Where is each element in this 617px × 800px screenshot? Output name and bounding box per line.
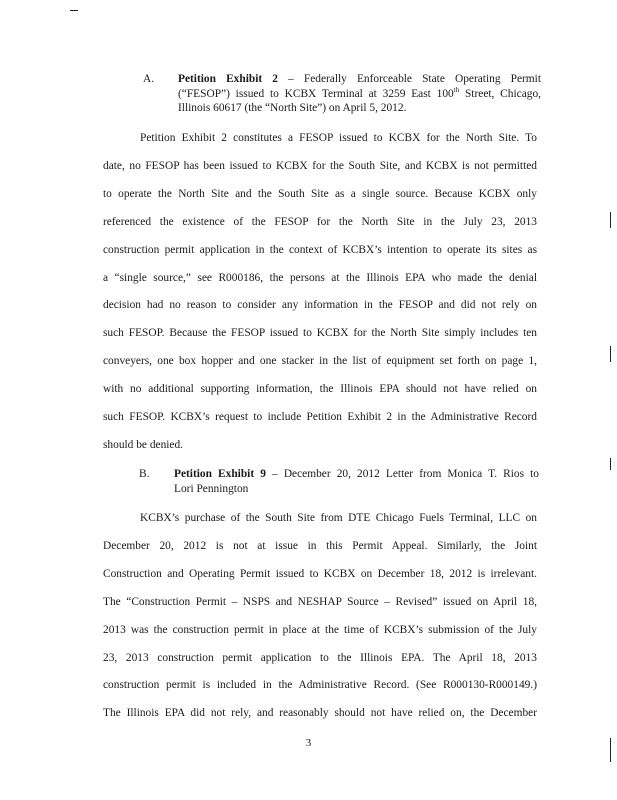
- section-a-heading: [143, 72, 541, 116]
- section-a-line2-pre: (“FESOP”) issued to KCBX Terminal at 3259 East 100: [178, 87, 454, 100]
- section-a-letter: A.: [143, 73, 155, 85]
- paragraph-exhibit-2: [103, 125, 537, 460]
- section-a-line2-post: Street, Chicago,: [459, 87, 541, 100]
- scan-mark-right-2: [610, 346, 611, 362]
- section-a-title: Petition Exhibit 2: [178, 73, 278, 85]
- para2-line: The Illinois EPA did not rely, and reasonably should not have relied on, the December: [103, 707, 537, 720]
- section-a-line2-sup: th: [453, 86, 460, 94]
- page-number: 3: [305, 737, 312, 749]
- para1-line: Petition Exhibit 2 constitutes a FESOP issued to KCBX for the North Site. To: [140, 132, 537, 144]
- para2-line: 2013 was the construction permit in place at the time of KCBX’s submission of the July: [103, 623, 537, 636]
- para1-line: conveyers, one box hopper and one stacker in the list of equipment set forth on page 1,: [103, 355, 537, 368]
- para2-line: 23, 2013 construction permit application to the Illinois EPA. The April 18, 2013: [103, 651, 537, 664]
- scan-mark-top: [70, 10, 78, 11]
- paragraph-exhibit-9: [103, 505, 537, 728]
- para2-line: The “Construction Permit – NSPS and NESHAP Source – Revised” issued on April 18,: [103, 595, 537, 608]
- section-b-letter: B.: [139, 468, 150, 480]
- para1-line: a “single source,” see R000186, the persons at the Illinois EPA who made the denial: [103, 271, 537, 284]
- para1-line: to operate the North Site and the South Site as a single source. Because KCBX only: [103, 187, 537, 200]
- para2-line: KCBX’s purchase of the South Site from DTE Chicago Fuels Terminal, LLC on: [140, 512, 537, 524]
- para2-line: construction permit is included in the Administrative Record. (See R000130-R000149.): [103, 679, 537, 692]
- para2-line: Construction and Operating Permit issued to KCBX on December 18, 2012 is irrelevant.: [103, 567, 537, 580]
- para1-line: date, no FESOP has been issued to KCBX for the South Site, and KCBX is not permitted: [103, 159, 537, 172]
- scan-mark-right-3: [610, 458, 611, 470]
- section-a-title-rest: – Federally Enforceable State Operating Permit: [277, 73, 541, 85]
- section-b-heading: [139, 467, 539, 496]
- section-a-line3: Illinois 60617 (the “North Site”) on April 5, 2012.: [178, 102, 407, 115]
- para1-line: such FESOP. Because the FESOP issued to KCBX for the North Site simply includes ten: [103, 327, 537, 340]
- para2-line: December 20, 2012 is not at issue in this Permit Appeal. Similarly, the Joint: [103, 539, 537, 552]
- para1-line-last: should be denied.: [103, 438, 184, 451]
- section-b-title: Petition Exhibit 9: [174, 468, 266, 480]
- para1-line: construction permit application in the context of KCBX’s intention to operate its sites as: [103, 243, 537, 256]
- para1-line: such FESOP. KCBX’s request to include Petition Exhibit 2 in the Administrative Record: [103, 411, 537, 424]
- section-b-title-rest: – December 20, 2012 Letter from Monica T. Rios to: [265, 468, 539, 480]
- para1-line: referenced the existence of the FESOP for the North Site in the July 23, 2013: [103, 215, 537, 228]
- scan-mark-right-1: [610, 212, 611, 228]
- para1-line: with no additional supporting information, the Illinois EPA should not have relied on: [103, 383, 537, 396]
- section-b-line2: Lori Pennington: [174, 482, 249, 495]
- para1-line: decision had no reason to consider any information in the FESOP and did not rely on: [103, 299, 537, 312]
